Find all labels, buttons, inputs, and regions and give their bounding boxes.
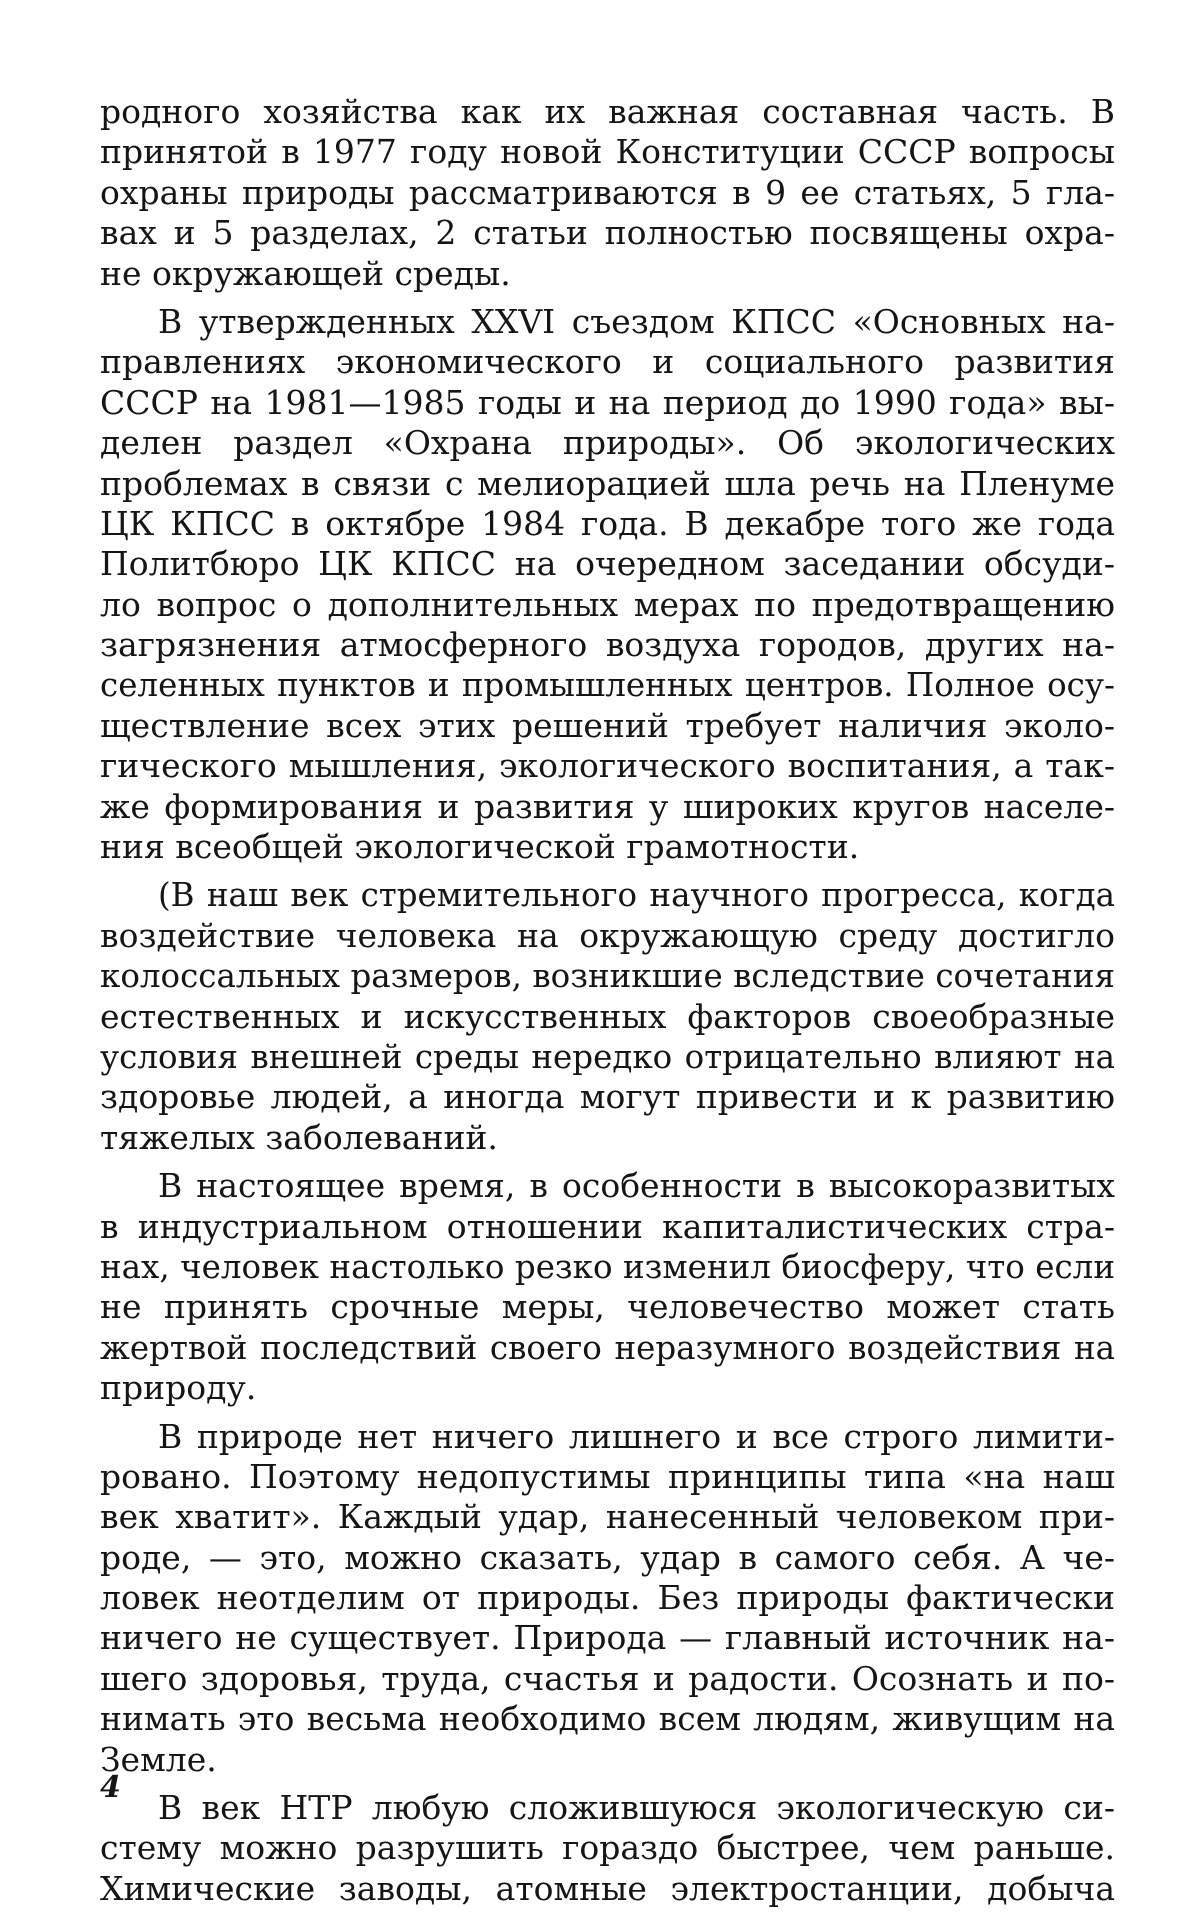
text-line: В утвержденных XXVI съездом КПСС «Основных на- bbox=[158, 301, 1115, 341]
text-line: в индустриальном отношении капиталистических стра- bbox=[100, 1206, 1115, 1246]
text-line: нах, человек настолько резко изменил биосферу, что если bbox=[100, 1247, 1115, 1286]
text-line: не принять срочные меры, человечество может стать bbox=[100, 1287, 1115, 1327]
text-line: здоровье людей, а иногда могут привести и к развитию bbox=[100, 1077, 1115, 1117]
text-line: природу. bbox=[100, 1368, 257, 1408]
text-line: охраны природы рассматриваются в 9 ее статьях, 5 гла- bbox=[100, 172, 1115, 212]
text-line: не окружающей среды. bbox=[100, 253, 511, 293]
page-number: 4 bbox=[100, 1770, 121, 1805]
text-line: родного хозяйства как их важная составная часть. В bbox=[100, 92, 1115, 131]
text-line: ло вопрос о дополнительных мерах по предотвращению bbox=[100, 584, 1115, 624]
text-line: жертвой последствий своего неразумного воздействия на bbox=[100, 1328, 1115, 1367]
text-line: принятой в 1977 году новой Конституции СССР вопросы bbox=[100, 132, 1115, 172]
text-line: тяжелых заболеваний. bbox=[100, 1117, 498, 1157]
text-line: ЦК КПСС в октябре 1984 года. В декабре того же года bbox=[100, 503, 1115, 543]
paragraph-4 bbox=[100, 1166, 1115, 1408]
text-line: шего здоровья, труда, счастья и радости. Осознать и по- bbox=[100, 1658, 1115, 1698]
text-line: роде, — это, можно сказать, удар в самого себя. А че- bbox=[100, 1537, 1115, 1577]
text-line: ществление всех этих решений требует наличия эколо- bbox=[100, 705, 1115, 745]
text-line: ничего не существует. Природа — главный источник на- bbox=[100, 1618, 1115, 1658]
text-line: вах и 5 разделах, 2 статьи полностью посвящены охра- bbox=[100, 213, 1115, 253]
text-line: правлениях экономического и социального развития bbox=[100, 342, 1115, 382]
text-line: Земле. bbox=[100, 1739, 217, 1779]
text-line: естественных и искусственных факторов своеобразные bbox=[100, 996, 1115, 1036]
paragraph-3 bbox=[100, 875, 1115, 1158]
text-line: ровано. Поэтому недопустимы принципы типа «на наш bbox=[100, 1456, 1115, 1496]
text-line: СССР на 1981—1985 годы и на период до 1990 года» вы- bbox=[100, 382, 1115, 422]
paragraph-6 bbox=[100, 1788, 1115, 1909]
text-line: воздействие человека на окружающую среду достигло bbox=[100, 915, 1115, 955]
text-line: загрязнения атмосферного воздуха городов, других на- bbox=[100, 625, 1115, 665]
paragraph-1 bbox=[100, 92, 1115, 294]
text-line: колоссальных размеров, возникшие вследствие сочетания bbox=[100, 957, 1115, 996]
text-line: проблемах в связи с мелиорацией шла речь на Пленуме bbox=[100, 463, 1115, 503]
paragraph-5 bbox=[100, 1417, 1115, 1781]
text-line: условия внешней среды нередко отрицательно влияют на bbox=[100, 1037, 1115, 1076]
text-line: делен раздел «Охрана природы». Об экологических bbox=[100, 423, 1115, 463]
text-line: ловек неотделим от природы. Без природы фактически bbox=[100, 1578, 1115, 1618]
text-line: нимать это весьма необходимо всем людям, живущим на bbox=[100, 1699, 1115, 1739]
text-line: селенных пунктов и промышленных центров. Полное осу- bbox=[100, 666, 1115, 705]
text-line: (В наш век стремительного научного прогресса, когда bbox=[158, 876, 1115, 915]
paragraph-2 bbox=[100, 302, 1115, 867]
text-line: В настоящее время, в особенности в высокоразвитых bbox=[158, 1166, 1115, 1206]
text-line: стему можно разрушить гораздо быстрее, чем раньше. bbox=[100, 1828, 1115, 1868]
text-line: Химические заводы, атомные электростанции, добыча bbox=[100, 1868, 1115, 1908]
text-line: век хватит». Каждый удар, нанесенный человеком при- bbox=[100, 1497, 1115, 1537]
body-text bbox=[100, 92, 1115, 1909]
text-line: В век НТР любую сложившуюся экологическую си- bbox=[158, 1788, 1115, 1828]
text-line: В природе нет ничего лишнего и все строго лимити- bbox=[158, 1416, 1115, 1456]
text-line: гического мышления, экологического воспитания, а так- bbox=[100, 746, 1115, 786]
text-line: же формирования и развития у широких кругов населе- bbox=[100, 786, 1115, 826]
text-line: Политбюро ЦК КПСС на очередном заседании обсуди- bbox=[100, 544, 1115, 584]
text-line: ния всеобщей экологической грамотности. bbox=[100, 827, 860, 867]
